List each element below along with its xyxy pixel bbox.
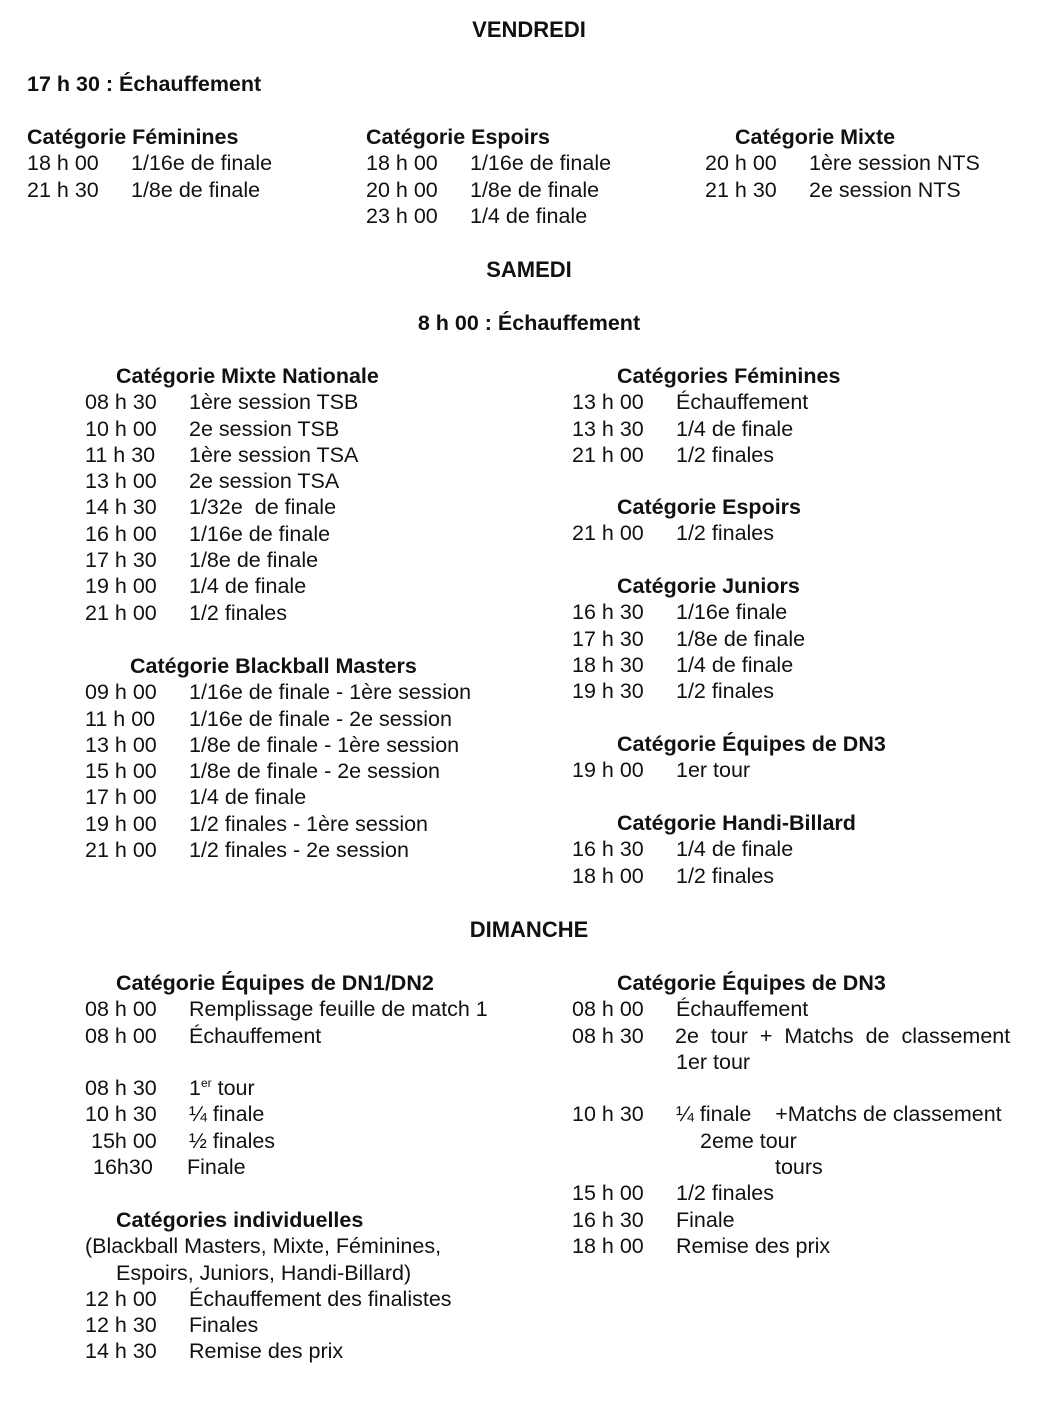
time: 16 h 00: [85, 521, 157, 546]
schedule-row: [572, 1101, 1042, 1127]
schedule-row: [85, 547, 525, 573]
time: 19 h 00: [85, 811, 157, 836]
saturday-warmup: 8 h 00 : Échauffement: [417, 311, 641, 335]
event: 2e tour + Matchs de classement: [675, 1023, 1011, 1048]
time: 08 h 30: [85, 390, 157, 415]
schedule-row: [85, 442, 525, 468]
event: Remplissage feuille de match 1: [189, 997, 488, 1022]
time: 15 h 00: [572, 1181, 644, 1206]
time: 18 h 00: [572, 863, 644, 888]
saturday-category-juniors: [572, 573, 1012, 704]
event: 1/2 finales - 2e session: [189, 838, 409, 863]
category-title: Catégorie Espoirs: [366, 125, 550, 149]
event: ½ finales: [189, 1128, 276, 1153]
schedule-row: [705, 177, 1025, 203]
event: 1/16e finale: [676, 600, 788, 625]
day-title-sunday: DIMANCHE: [469, 917, 589, 942]
event: 1/16e de finale: [470, 151, 612, 176]
event-text-rest: tour: [211, 1076, 255, 1101]
time: 19 h 30: [572, 679, 644, 704]
time: 08 h 00: [85, 1023, 157, 1048]
event: 1/16e de finale: [131, 151, 273, 176]
time: 21 h 30: [27, 177, 99, 202]
schedule-row: [572, 1180, 1042, 1206]
schedule-row: [85, 1023, 545, 1049]
event: 1/4 de finale: [676, 837, 794, 862]
event: 2e session TSA: [189, 469, 340, 494]
time: 19 h 00: [85, 574, 157, 599]
time: 21 h 00: [85, 838, 157, 863]
time: 10 h 30: [572, 1102, 644, 1127]
event: Remise des prix: [189, 1339, 344, 1364]
saturday-category-blackball-masters: [85, 653, 525, 863]
schedule-row-continuation: [572, 1128, 1042, 1154]
time: 13 h 00: [85, 469, 157, 494]
time: 23 h 00: [366, 203, 438, 228]
saturday-category-handi-billard: [572, 810, 1012, 889]
event: Échauffement: [189, 1023, 322, 1048]
schedule-row: [572, 1233, 1042, 1259]
event: 1ère session NTS: [809, 151, 980, 176]
schedule-row: [572, 520, 1012, 546]
schedule-row: [366, 177, 686, 203]
time: 12 h 30: [85, 1313, 157, 1338]
day-title-saturday: SAMEDI: [486, 257, 572, 282]
event: 1/4 de finale: [189, 574, 307, 599]
time: 21 h 00: [85, 600, 157, 625]
schedule-row: [572, 863, 1012, 889]
schedule-row: [572, 678, 1012, 704]
schedule-row: [85, 521, 525, 547]
event: 1/2 finales: [676, 863, 775, 888]
time: 08 h 00: [85, 997, 157, 1022]
event: 1/2 finales: [676, 442, 775, 467]
schedule-row: [572, 626, 1012, 652]
event: 1/2 finales: [676, 1181, 775, 1206]
event: 1/32e de finale: [189, 495, 337, 520]
time: 18 h 00: [27, 151, 99, 176]
schedule-row: [85, 416, 525, 442]
schedule-row: [572, 442, 1012, 468]
time: 16 h 30: [572, 1207, 644, 1232]
event-continuation: 1er tour: [676, 1049, 751, 1074]
event: ¼ finale +Matchs de classement: [676, 1102, 1002, 1127]
time: 16h30: [93, 1155, 153, 1180]
time: 13 h 00: [572, 390, 644, 415]
time: 21 h 30: [705, 177, 777, 202]
sunday-category-equipes-dn1-dn2: [85, 970, 545, 1180]
schedule-row: [85, 1101, 545, 1127]
time: 16 h 30: [572, 600, 644, 625]
schedule-row: [85, 600, 525, 626]
schedule-row: [572, 1023, 1042, 1049]
event: 1/8e de finale - 2e session: [189, 759, 440, 784]
event: 1/2 finales: [676, 521, 775, 546]
category-title: Catégorie Mixte: [735, 125, 896, 149]
event: 1/8e de finale: [131, 177, 261, 202]
schedule-row: [572, 599, 1012, 625]
event: 1/8e de finale - 1ère session: [189, 732, 460, 757]
time: 09 h 00: [85, 680, 157, 705]
time: 11 h 00: [85, 706, 156, 731]
category-title: Catégories Féminines: [617, 364, 841, 388]
time: 08 h 30: [572, 1023, 644, 1048]
time: 08 h 30: [85, 1076, 157, 1101]
time: 20 h 00: [705, 151, 777, 176]
event: 1/2 finales - 1ère session: [189, 811, 429, 836]
event: 1/8e de finale: [470, 177, 600, 202]
time: 11 h 30: [85, 442, 156, 467]
schedule-row: [27, 177, 347, 203]
schedule-row: [85, 837, 525, 863]
event-continuation: tours: [775, 1155, 823, 1180]
event: 1/16e de finale: [189, 521, 331, 546]
event: Finales: [189, 1313, 259, 1338]
event: Remise des prix: [676, 1233, 831, 1258]
event-superscript: er: [200, 1076, 212, 1091]
time: 20 h 00: [366, 177, 438, 202]
time: 21 h 00: [572, 442, 644, 467]
sunday-category-equipes-dn3: [572, 970, 1042, 1259]
event: 1/8e de finale: [676, 626, 806, 651]
category-title: Catégorie Équipes de DN3: [617, 971, 886, 995]
schedule-row: [85, 996, 545, 1022]
schedule-row: [85, 573, 525, 599]
schedule-row: [85, 706, 525, 732]
event-continuation: 2eme tour: [700, 1128, 797, 1153]
schedule-row: [85, 758, 525, 784]
schedule-row: [366, 150, 686, 176]
time: 12 h 00: [85, 1286, 157, 1311]
time: 10 h 00: [85, 416, 157, 441]
time: 15 h 00: [85, 759, 157, 784]
time: 17 h 30: [572, 626, 644, 651]
schedule-row: [572, 652, 1012, 678]
time: 19 h 00: [572, 758, 644, 783]
schedule-row: [85, 1154, 545, 1180]
time: 18 h 30: [572, 652, 644, 677]
category-title: Catégorie Féminines: [27, 125, 239, 149]
schedule-row: [85, 1286, 545, 1312]
saturday-category-equipes-dn3: [572, 731, 1012, 784]
event: Échauffement: [676, 997, 809, 1022]
category-title: Catégorie Équipes de DN3: [617, 732, 886, 756]
category-title: Catégorie Blackball Masters: [130, 654, 417, 678]
event: 1/4 de finale: [470, 203, 588, 228]
spacer: [572, 1075, 1042, 1101]
event: Finale: [187, 1155, 246, 1180]
schedule-row: [85, 1312, 545, 1338]
time: 16 h 30: [572, 837, 644, 862]
time: 15h 00: [91, 1128, 157, 1153]
friday-warmup: 17 h 30 : Échauffement: [27, 72, 262, 96]
schedule-row: [85, 1338, 545, 1364]
schedule-row: [366, 203, 686, 229]
saturday-category-espoirs: [572, 494, 1012, 547]
schedule-row: [85, 811, 525, 837]
schedule-row: [572, 416, 1012, 442]
time: 21 h 00: [572, 521, 644, 546]
event: 1er tour: [676, 758, 751, 783]
event: 2e session NTS: [809, 177, 961, 202]
schedule-row: [85, 389, 525, 415]
time: 14 h 30: [85, 1339, 157, 1364]
schedule-row: [572, 757, 1012, 783]
event: 1/16e de finale - 2e session: [189, 706, 452, 731]
saturday-category-feminines: [572, 363, 1012, 468]
day-title-friday: VENDREDI: [472, 17, 586, 42]
event: 1/4 de finale: [189, 785, 307, 810]
sunday-category-individuelles: [85, 1207, 545, 1365]
event: 1ère session TSA: [189, 442, 359, 467]
event: ¼ finale: [189, 1102, 265, 1127]
category-title: Catégorie Mixte Nationale: [116, 364, 379, 388]
schedule-row: [85, 1128, 545, 1154]
schedule-row: [572, 1207, 1042, 1233]
event: Échauffement des finalistes: [189, 1286, 452, 1311]
category-title: Catégorie Espoirs: [617, 495, 801, 519]
time: 18 h 00: [572, 1233, 644, 1258]
category-title: Catégorie Équipes de DN1/DN2: [116, 971, 434, 995]
event: 1/2 finales: [189, 600, 288, 625]
event: Échauffement: [676, 390, 809, 415]
event: 1/16e de finale - 1ère session: [189, 680, 472, 705]
friday-category-mixte: [705, 124, 1025, 203]
event: 1/8e de finale: [189, 548, 319, 573]
schedule-row: [85, 494, 525, 520]
event: 1/4 de finale: [676, 416, 794, 441]
friday-category-espoirs: [366, 124, 686, 229]
time: 17 h 00: [85, 785, 157, 810]
category-title: Catégorie Handi-Billard: [617, 811, 856, 835]
time: 13 h 30: [572, 416, 644, 441]
schedule-row: [572, 836, 1012, 862]
event-text: 1: [189, 1076, 201, 1101]
schedule-row: [705, 150, 1025, 176]
category-title: Catégorie Juniors: [617, 574, 800, 598]
schedule-row: [85, 1075, 545, 1101]
schedule-row: [85, 732, 525, 758]
event: 1/4 de finale: [676, 652, 794, 677]
time: 10 h 30: [85, 1102, 157, 1127]
category-subtitle: Espoirs, Juniors, Handi-Billard): [116, 1260, 412, 1285]
schedule-row: [85, 679, 525, 705]
category-title: Catégories individuelles: [116, 1208, 364, 1232]
category-subtitle: (Blackball Masters, Mixte, Féminines,: [85, 1234, 442, 1259]
time: 13 h 00: [85, 732, 157, 757]
time: 14 h 30: [85, 495, 157, 520]
time: 08 h 00: [572, 997, 644, 1022]
schedule-row: [85, 784, 525, 810]
event: Finale: [676, 1207, 735, 1232]
time: 18 h 00: [366, 151, 438, 176]
schedule-row: [85, 468, 525, 494]
event: 2e session TSB: [189, 416, 340, 441]
schedule-row: [572, 389, 1012, 415]
time: 17 h 30: [85, 548, 157, 573]
schedule-row: [27, 150, 347, 176]
event: 1/2 finales: [676, 679, 775, 704]
schedule-row: [572, 996, 1042, 1022]
schedule-row-continuation: [572, 1154, 1042, 1180]
friday-category-feminines: [27, 124, 347, 203]
saturday-category-mixte-nationale: [85, 363, 525, 626]
event: 1ère session TSB: [189, 390, 359, 415]
schedule-row-continuation: [572, 1049, 1042, 1075]
spacer: [85, 1049, 545, 1075]
event: [189, 1075, 255, 1101]
